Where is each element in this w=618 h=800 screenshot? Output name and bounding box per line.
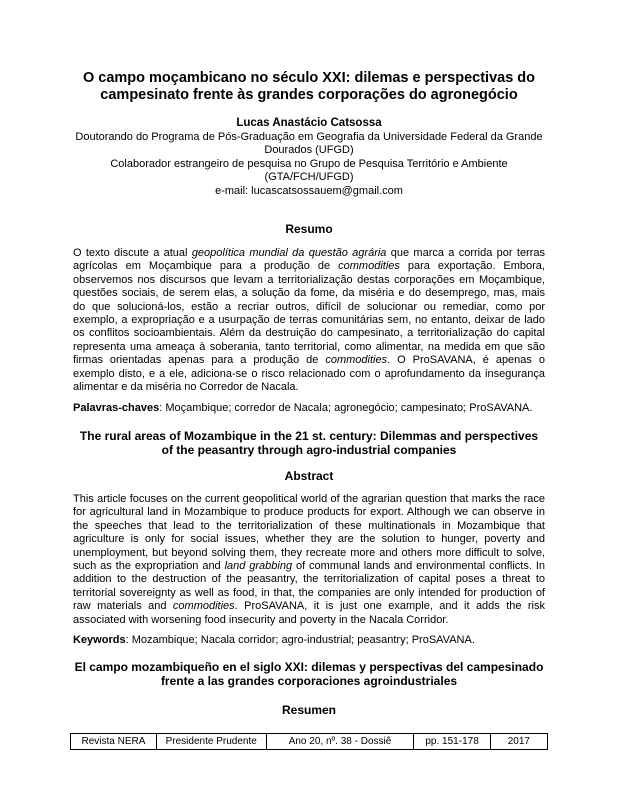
resumo-line: representa uma ameaça à soberania, tanto territorial, como alimentar, na medida em que são	[73, 340, 545, 353]
resumo-line: do que solucioná-los, estão a recriar outros, difícil de solucionar ou remediar, como por	[73, 300, 545, 313]
title-en-line: of the peasantry through agro-industrial companies	[161, 443, 457, 457]
resumo-heading: Resumo	[285, 222, 333, 236]
author-affiliation: Doutorando do Programa de Pós-Graduação em Geografia da Universidade Federal da Grande	[75, 130, 543, 143]
author-email: e-mail: lucascatsossauem@gmail.com	[215, 184, 403, 197]
abstract-line: territorial sovereignty as well as food, in that, the companies are only intended for production of	[73, 586, 545, 599]
footer-issue: Ano 20, nº. 38 - Dossiê	[266, 734, 414, 750]
resumo-keywords	[73, 402, 545, 415]
author-affiliation: (GTA/FCH/UFGD)	[264, 171, 354, 183]
keywords-label: Keywords	[73, 634, 126, 646]
title-english	[60, 429, 558, 457]
abstract-line: for agricultural land in Mozambique to produce products for export. Although we can observe in	[73, 506, 545, 519]
title-pt-line: O campo moçambicano no século XXI: dilemas e perspectivas do	[82, 70, 536, 86]
title-spanish	[60, 660, 558, 688]
resumo-line: observemos nos discursos que levam a territorialização destas corporações em Moçambique,	[73, 273, 545, 286]
resumo-line: questões sociais, de serem elas, a solução da fome, da miséria e do desemprego, mas, mais	[73, 287, 545, 300]
author-affiliation: Dourados (UFGD)	[264, 144, 354, 156]
title-es-line: frente a las grandes corporaciones agroindustriales	[160, 674, 458, 688]
resumo-line: O texto discute a atual geopolítica mundial da questão agrária que marca a corrida por terras	[73, 247, 546, 259]
author-name: Lucas Anastácio Catsossa	[236, 117, 382, 129]
resumo-line: alimentar e da miséria no Corredor de Nacala.	[73, 381, 299, 394]
resumo-line: os conflitos socioambientais. Além da destruição do campesinato, a territorialização do capital	[73, 327, 545, 340]
title-pt-line: campesinato frente às grandes corporações do agronegócio	[100, 87, 518, 103]
abstract-line: the speeches that lead to the territorialization of these multinationals in Mozambique that	[73, 519, 545, 532]
resumo-line: exemplo, a expropriação e a usurpação de terras comunitárias sem, no entanto, deixar de lado	[73, 314, 545, 327]
resumo-line: agrícolas em Moçambique para a produção de commodities para exportação. Embora,	[73, 260, 545, 273]
keywords-text: : Moçambique; corredor de Nacala; agronegócio; campesinato; ProSAVANA.	[159, 402, 533, 414]
author-affiliation: Colaborador estrangeiro de pesquisa no Grupo de Pesquisa Território e Ambiente	[110, 157, 508, 170]
abstract-line: associated with worsening food insecurity and poverty in the Nacala Corridor.	[73, 613, 449, 626]
resumo-paragraph	[73, 247, 545, 394]
title-en-line: The rural areas of Mozambique in the 21 st. century: Dilemmas and perspectives	[79, 429, 539, 443]
resumen-heading: Resumen	[281, 703, 337, 717]
resumo-line: firmas orientadas apenas para a produção de commodities. O ProSAVANA, é apenas o	[73, 354, 545, 367]
footer-city: Presidente Prudente	[156, 734, 266, 750]
abstract-line: such as the expropriation and land grabbing of communal lands and environmental conflicts. In	[73, 560, 545, 573]
abstract-keywords	[73, 634, 545, 647]
journal-footer	[70, 733, 548, 750]
footer-year: 2017	[490, 734, 547, 750]
title-es-line: El campo mozambiqueño en el siglo XXI: dilemas y perspectivas del campesinado	[74, 660, 544, 674]
footer-pages: pp. 151-178	[414, 734, 490, 750]
keywords-label: Palavras-chaves	[73, 402, 160, 414]
footer-journal: Revista NERA	[71, 734, 157, 750]
author-block	[60, 117, 558, 198]
abstract-line: raw materials and commodities. ProSAVANA, it is just one example, and it adds the risk	[73, 600, 545, 613]
abstract-paragraph	[73, 493, 545, 627]
abstract-line: This article focuses on the current geopolitical world of the agrarian question that marks the race	[73, 493, 545, 505]
abstract-line: unemployment, but beyond solving them, they recreate more and others more difficult to solve,	[73, 546, 545, 559]
title-portuguese	[60, 70, 558, 104]
keywords-text: : Mozambique; Nacala corridor; agro-industrial; peasantry; ProSAVANA.	[125, 634, 475, 646]
abstract-line: agriculture is only for social issues, whether they are the solution to hunger, poverty and	[73, 533, 545, 546]
abstract-heading: Abstract	[284, 469, 334, 483]
abstract-line: addition to the destruction of the peasantry, the territorialization of capital poses a threat to	[73, 573, 545, 586]
resumo-line: exemplo disto, e a ele, adiciona-se o risco relacionado com o aprofundamento da insegurança	[73, 367, 545, 380]
